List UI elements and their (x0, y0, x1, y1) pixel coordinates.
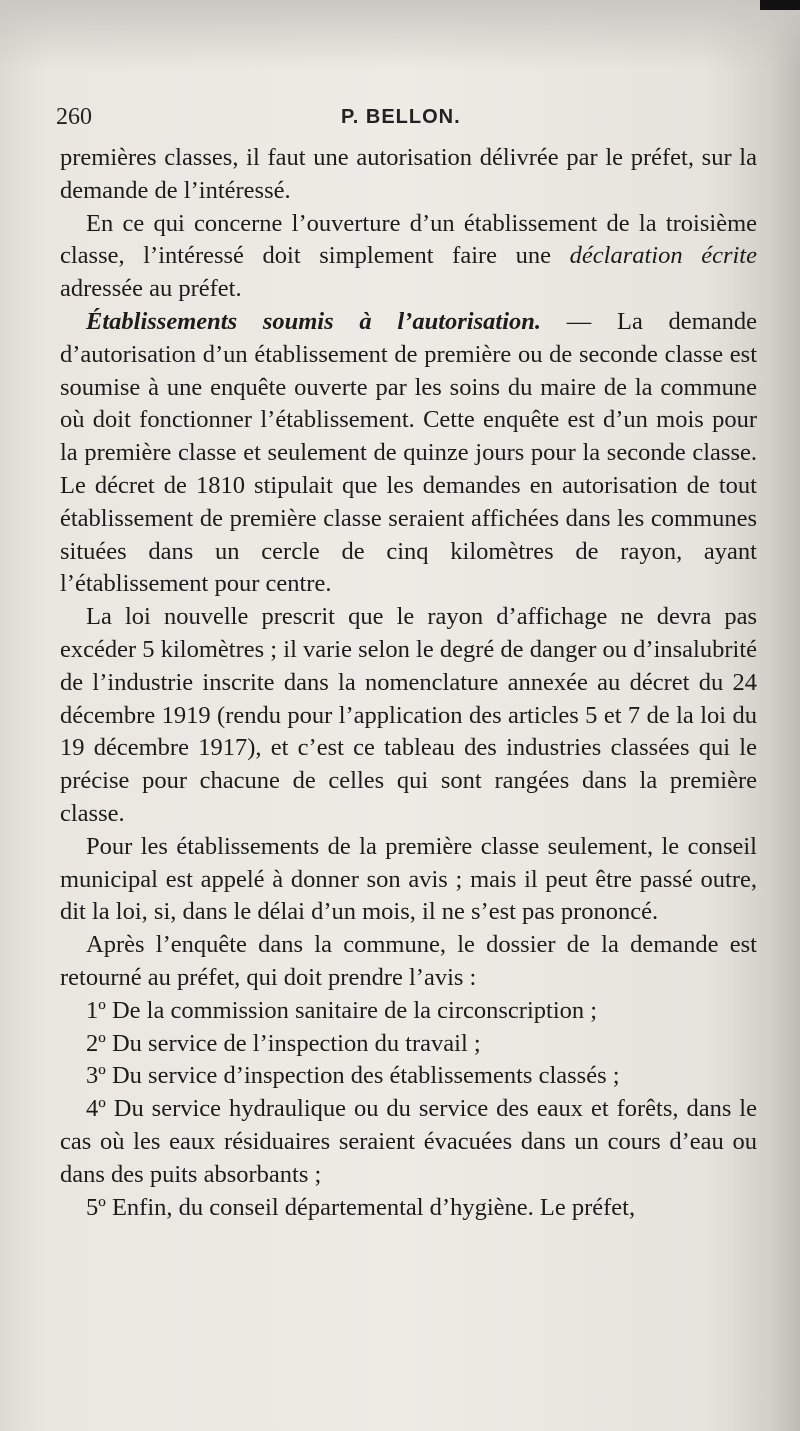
italic-term: déclaration écrite (569, 242, 757, 270)
list-item: 5º Enfin, du conseil départemental d’hygiène. Le préfet, (86, 1193, 636, 1221)
list-item: 3º Du service d’inspection des établissements classés ; (86, 1062, 620, 1090)
paragraph-conseil-municipal: Pour les établissements de la première classe seulement, le conseil municipal est appelé à donner son avis ; mais il peut être passé outre, dit la loi, si, dans le délai d’un mois, il ne s’est pas prononcé. (60, 832, 757, 926)
paragraph-declaration (60, 208, 757, 306)
paragraph-enquete: Après l’enquête dans la commune, le dossier de la demande est retourné au préfet, qui doit prendre l’avis : (60, 931, 757, 991)
paragraph-text: En ce qui concerne l’ouverture d’un établissement de la troisième classe, l’intéressé doit simplement faire une (60, 209, 757, 270)
paragraph-loi-nouvelle: La loi nouvelle prescrit que le rayon d’affichage ne devra pas excéder 5 kilomètres ; il varie selon le degré de danger ou d’insalubrité de l’industrie inscrite dans la nomenclature annexée au décret du 24 décembre 1919 (rendu pour l’application des articles 5 et 7 de la loi du 19 décembre 1917), et c’est ce tableau des industries classées qui le précise pour chacune de celles qui sont rangées dans la première classe. (60, 603, 757, 827)
paragraph-text: — La demande d’autorisation d’un établissement de première ou de seconde classe est soumise à une enquête ouverte par les soins du maire de la commune où doit fonctionner l’établissement. Cette enquête est d’un mois pour la première classe et seulement de quinze jours pour la seconde classe. Le décret de 1810 stipulait que les demandes en autorisation de tout établissement de première classe seraient affichées dans les communes situées dans un cercle de cinq kilomètres de rayon, ayant l’établissement pour centre. (60, 307, 757, 598)
scan-edge (760, 0, 800, 10)
section-heading: Établissements soumis à l’autorisation. (86, 307, 542, 335)
running-title: P. BELLON. (341, 106, 461, 128)
list-item: 2º Du service de l’inspection du travail ; (86, 1029, 481, 1057)
list-item: 4º Du service hydraulique ou du service des eaux et forêts, dans le cas où les eaux résiduaires seraient évacuées dans un cours d’eau ou dans des puits absorbants ; (60, 1095, 757, 1188)
body-text (60, 142, 757, 1224)
list-item: 1º De la commission sanitaire de la circonscription ; (86, 996, 598, 1024)
page-header (56, 104, 756, 138)
scan-shadow (0, 0, 800, 70)
paragraph-continuation: premières classes, il faut une autorisation délivrée par le préfet, sur la demande de l’intéressé. (60, 144, 757, 204)
paragraph-text: adressée au préfet. (60, 275, 242, 303)
paragraph-authorisation (60, 306, 757, 601)
page-number: 260 (56, 104, 92, 130)
